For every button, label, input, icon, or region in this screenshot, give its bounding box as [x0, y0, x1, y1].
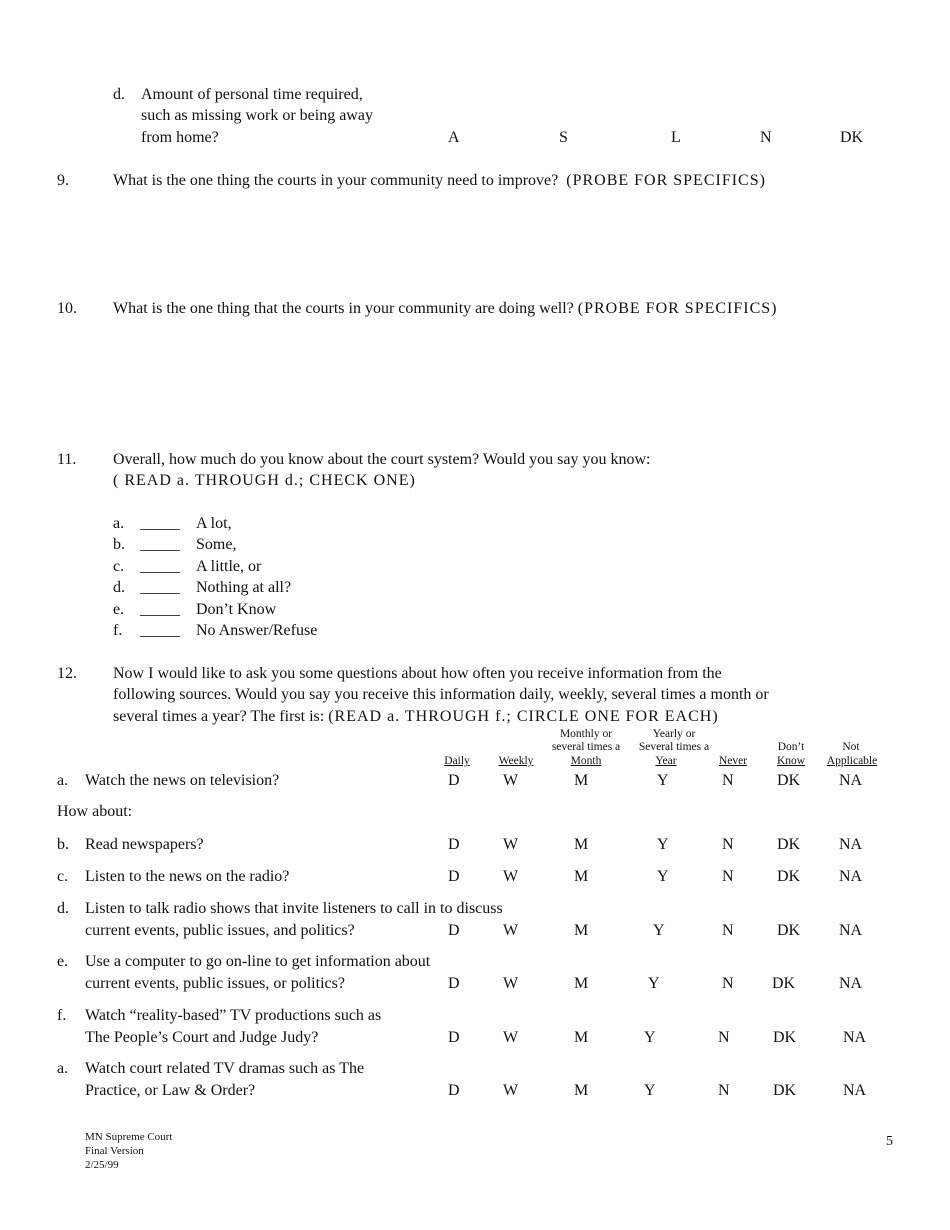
response-code[interactable]: W: [503, 836, 519, 853]
row-text-line1: Use a computer to go on-line to get information about: [85, 953, 431, 970]
item-text-line: such as missing work or being away: [141, 107, 373, 124]
response-code[interactable]: D: [448, 1029, 460, 1046]
response-code[interactable]: Y: [648, 975, 660, 992]
row-text-line1: Listen to talk radio shows that invite listeners to call in to discuss: [85, 900, 503, 917]
response-code[interactable]: NA: [843, 1082, 867, 1099]
question-text-main: What is the one thing that the courts in your community are doing well?: [113, 300, 574, 317]
response-code[interactable]: DK: [777, 772, 801, 789]
response-code[interactable]: NA: [839, 975, 863, 992]
row-text: Watch the news on television?: [85, 772, 280, 789]
response-code[interactable]: N: [718, 1029, 730, 1046]
response-code[interactable]: L: [671, 129, 681, 146]
response-code[interactable]: D: [448, 1082, 460, 1099]
response-code[interactable]: N: [722, 772, 734, 789]
header-never: Never: [718, 755, 748, 767]
footer-org: MN Supreme Court: [85, 1131, 173, 1143]
response-code[interactable]: DK: [773, 1082, 797, 1099]
response-code[interactable]: D: [448, 922, 460, 939]
response-code[interactable]: S: [559, 129, 568, 146]
response-code[interactable]: DK: [773, 1029, 797, 1046]
row-text-line1: Watch “reality-based” TV productions such as: [85, 1007, 382, 1024]
response-code[interactable]: N: [722, 975, 734, 992]
response-code[interactable]: D: [448, 868, 460, 885]
response-code[interactable]: DK: [772, 975, 796, 992]
header-yearly-line3: Year: [655, 755, 677, 767]
option-label: Nothing at all?: [196, 579, 292, 596]
item-letter: d.: [113, 86, 125, 103]
option-label: No Answer/Refuse: [196, 622, 318, 639]
response-code[interactable]: NA: [839, 868, 863, 885]
response-code[interactable]: NA: [839, 836, 863, 853]
response-code[interactable]: M: [574, 836, 589, 853]
row-letter: a.: [57, 772, 69, 789]
response-code[interactable]: NA: [839, 922, 863, 939]
question-text-line: following sources. Would you say you receive this information daily, weekly, several times a month or: [113, 686, 769, 703]
read-instruction: ( READ a. THROUGH d.; CHECK ONE): [113, 472, 416, 489]
row-letter: f.: [57, 1007, 67, 1024]
row-letter: a.: [57, 1060, 69, 1077]
row-text-line2: current events, public issues, or politics?: [85, 975, 345, 992]
option-letter: d.: [113, 579, 125, 596]
header-dk-line2: Know: [776, 755, 806, 767]
response-code[interactable]: D: [448, 772, 460, 789]
option-blank[interactable]: _____: [140, 601, 180, 618]
response-code[interactable]: N: [722, 922, 734, 939]
option-label: A little, or: [196, 558, 262, 575]
response-code[interactable]: Y: [657, 772, 669, 789]
response-code[interactable]: W: [503, 868, 519, 885]
question-text-line: [113, 706, 719, 728]
row-text: Listen to the news on the radio?: [85, 868, 290, 885]
item-text-line: Amount of personal time required,: [141, 86, 363, 103]
response-code[interactable]: D: [448, 836, 460, 853]
response-code[interactable]: Y: [657, 836, 669, 853]
option-letter: b.: [113, 536, 125, 553]
how-about-label: How about:: [57, 803, 133, 820]
response-code[interactable]: M: [574, 922, 589, 939]
option-letter: c.: [113, 558, 125, 575]
row-letter: d.: [57, 900, 69, 917]
read-instruction: (READ a. THROUGH f.; CIRCLE ONE FOR EACH): [328, 708, 719, 725]
header-monthly-line3: Month: [570, 755, 602, 767]
option-label: Don’t Know: [196, 601, 277, 618]
response-code[interactable]: Y: [653, 922, 665, 939]
row-text-line2: current events, public issues, and politics?: [85, 922, 355, 939]
response-code[interactable]: M: [574, 1029, 589, 1046]
option-letter: e.: [113, 601, 125, 618]
response-code[interactable]: N: [718, 1082, 730, 1099]
response-code[interactable]: N: [760, 129, 772, 146]
response-code[interactable]: A: [448, 129, 460, 146]
option-label: A lot,: [196, 515, 232, 532]
option-letter: a.: [113, 515, 125, 532]
option-blank[interactable]: _____: [140, 622, 180, 639]
response-code[interactable]: Y: [657, 868, 669, 885]
response-code[interactable]: NA: [843, 1029, 867, 1046]
question-text: [113, 170, 766, 192]
probe-instruction: (PROBE FOR SPECIFICS): [566, 172, 766, 189]
row-text: Read newspapers?: [85, 836, 204, 853]
header-dk-line1: Don’t: [777, 741, 805, 753]
header-na-line2: Applicable: [826, 755, 878, 767]
header-daily: Daily: [444, 755, 470, 767]
question-number: 11.: [57, 451, 77, 468]
response-code[interactable]: W: [503, 922, 519, 939]
response-code[interactable]: Y: [644, 1029, 656, 1046]
footer-date: 2/25/99: [85, 1159, 119, 1171]
option-blank[interactable]: _____: [140, 558, 180, 575]
option-blank[interactable]: _____: [140, 515, 180, 532]
header-monthly-line1: Monthly or: [559, 728, 613, 740]
item-text-line: from home?: [141, 129, 219, 146]
row-letter: e.: [57, 953, 69, 970]
question-text: [113, 298, 778, 320]
header-yearly-line1: Yearly or: [652, 728, 696, 740]
header-weekly: Weekly: [498, 755, 534, 767]
question-number: 10.: [57, 300, 77, 317]
footer-version: Final Version: [85, 1145, 144, 1157]
question-text-main: What is the one thing the courts in your community need to improve?: [113, 172, 559, 189]
header-na-line1: Not: [842, 741, 860, 753]
response-code[interactable]: N: [722, 836, 734, 853]
question-number: 9.: [57, 172, 69, 189]
header-monthly-line2: several times a: [551, 741, 621, 753]
response-code[interactable]: DK: [840, 129, 864, 146]
question-text: Overall, how much do you know about the court system? Would you say you know:: [113, 451, 651, 468]
response-code[interactable]: M: [574, 1082, 589, 1099]
response-code[interactable]: W: [503, 1029, 519, 1046]
response-code[interactable]: NA: [839, 772, 863, 789]
response-code[interactable]: DK: [777, 836, 801, 853]
page-number: 5: [886, 1134, 893, 1149]
response-code[interactable]: W: [503, 772, 519, 789]
row-letter: c.: [57, 868, 69, 885]
question-text-line: Now I would like to ask you some questions about how often you receive information from the: [113, 665, 722, 682]
row-text-line1: Watch court related TV dramas such as The: [85, 1060, 365, 1077]
response-code[interactable]: M: [574, 975, 589, 992]
response-code[interactable]: DK: [777, 868, 801, 885]
question-number: 12.: [57, 665, 77, 682]
row-letter: b.: [57, 836, 69, 853]
option-letter: f.: [113, 622, 123, 639]
header-yearly-line2: Several times a: [638, 741, 710, 753]
response-code[interactable]: Y: [644, 1082, 656, 1099]
response-code[interactable]: DK: [777, 922, 801, 939]
probe-instruction: (PROBE FOR SPECIFICS): [577, 300, 778, 317]
question-text-main: several times a year? The first is:: [113, 708, 325, 725]
response-code[interactable]: N: [722, 868, 734, 885]
option-label: Some,: [196, 536, 237, 553]
response-code[interactable]: M: [574, 772, 589, 789]
row-text-line2: Practice, or Law & Order?: [85, 1082, 256, 1099]
response-code[interactable]: M: [574, 868, 589, 885]
option-blank[interactable]: _____: [140, 579, 180, 596]
response-code[interactable]: D: [448, 975, 460, 992]
row-text-line2: The People’s Court and Judge Judy?: [85, 1029, 319, 1046]
response-code[interactable]: W: [503, 975, 519, 992]
option-blank[interactable]: _____: [140, 536, 180, 553]
response-code[interactable]: W: [503, 1082, 519, 1099]
